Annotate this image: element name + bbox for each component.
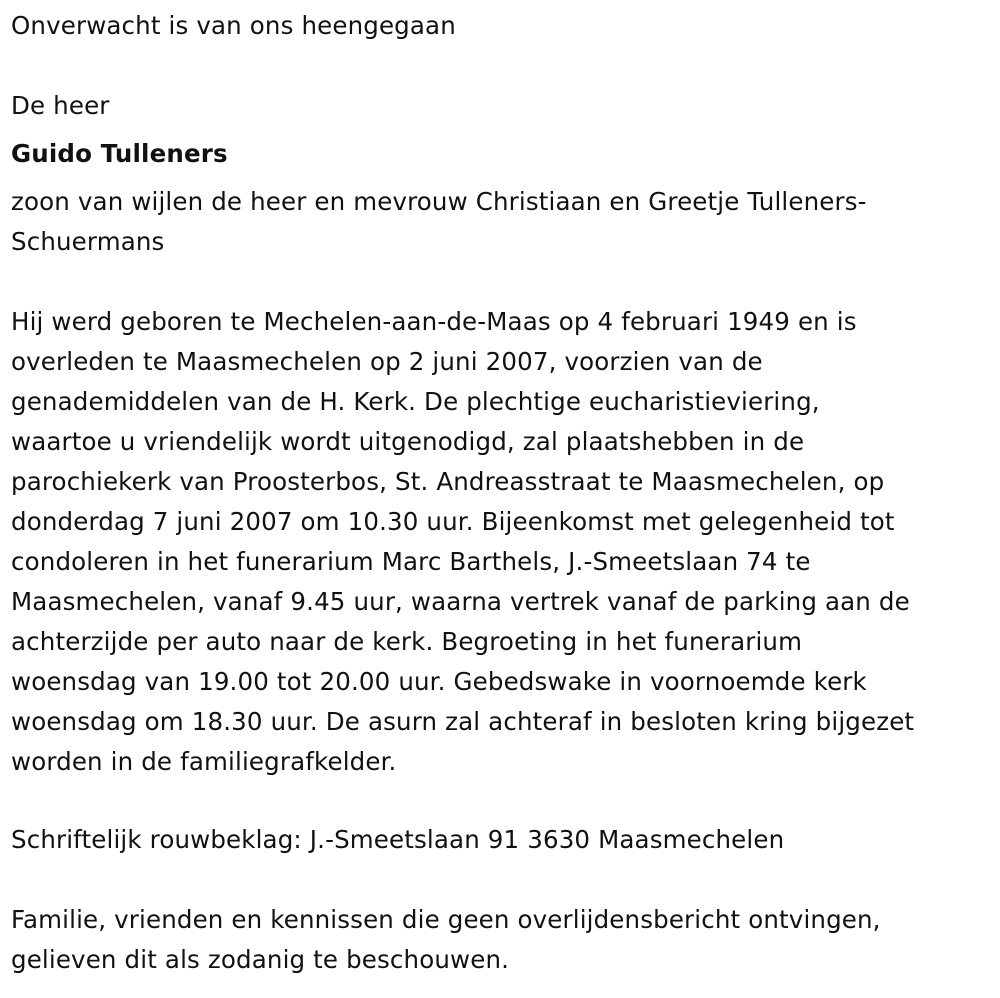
- body-line: worden in de familiegrafkelder.: [11, 747, 397, 776]
- body-line: condoleren in het funerarium Marc Barthels, J.-Smeetslaan 74 te: [11, 547, 811, 576]
- body-line: achterzijde per auto naar de kerk. Begroeting in het funerarium: [11, 627, 803, 656]
- body-line: donderdag 7 juni 2007 om 10.30 uur. Bijeenkomst met gelegenheid tot: [11, 507, 895, 536]
- closing-line: Familie, vrienden en kennissen die geen overlijdensbericht ontvingen,: [11, 905, 881, 934]
- closing-line: gelieven dit als zodanig te beschouwen.: [11, 945, 510, 974]
- body-line: woensdag van 19.00 tot 20.00 uur. Gebedswake in voornoemde kerk: [11, 667, 867, 696]
- condolence-address: Schriftelijk rouwbeklag: J.-Smeetslaan 91 3630 Maasmechelen: [11, 825, 785, 854]
- body-line: Hij werd geboren te Mechelen-aan-de-Maas op 4 februari 1949 en is: [11, 307, 857, 336]
- closing-paragraph: [11, 900, 986, 980]
- deceased-name: Guido Tulleners: [11, 139, 228, 168]
- body-line: Maasmechelen, vanaf 9.45 uur, waarna vertrek vanaf de parking aan de: [11, 587, 910, 616]
- parents-paragraph: [11, 182, 986, 262]
- salutation: De heer: [11, 91, 110, 120]
- body-line: waartoe u vriendelijk wordt uitgenodigd, zal plaatshebben in de: [11, 427, 805, 456]
- intro-line: Onverwacht is van ons heengegaan: [11, 11, 456, 40]
- parents-line: zoon van wijlen de heer en mevrouw Christiaan en Greetje Tulleners-: [11, 187, 867, 216]
- ceremony-paragraph: [11, 302, 986, 782]
- body-line: genademiddelen van de H. Kerk. De plechtige eucharistieviering,: [11, 387, 820, 416]
- body-line: parochiekerk van Proosterbos, St. Andreasstraat te Maasmechelen, op: [11, 467, 885, 496]
- parents-line: Schuermans: [11, 227, 165, 256]
- body-line: woensdag om 18.30 uur. De asurn zal achteraf in besloten kring bijgezet: [11, 707, 915, 736]
- body-line: overleden te Maasmechelen op 2 juni 2007, voorzien van de: [11, 347, 763, 376]
